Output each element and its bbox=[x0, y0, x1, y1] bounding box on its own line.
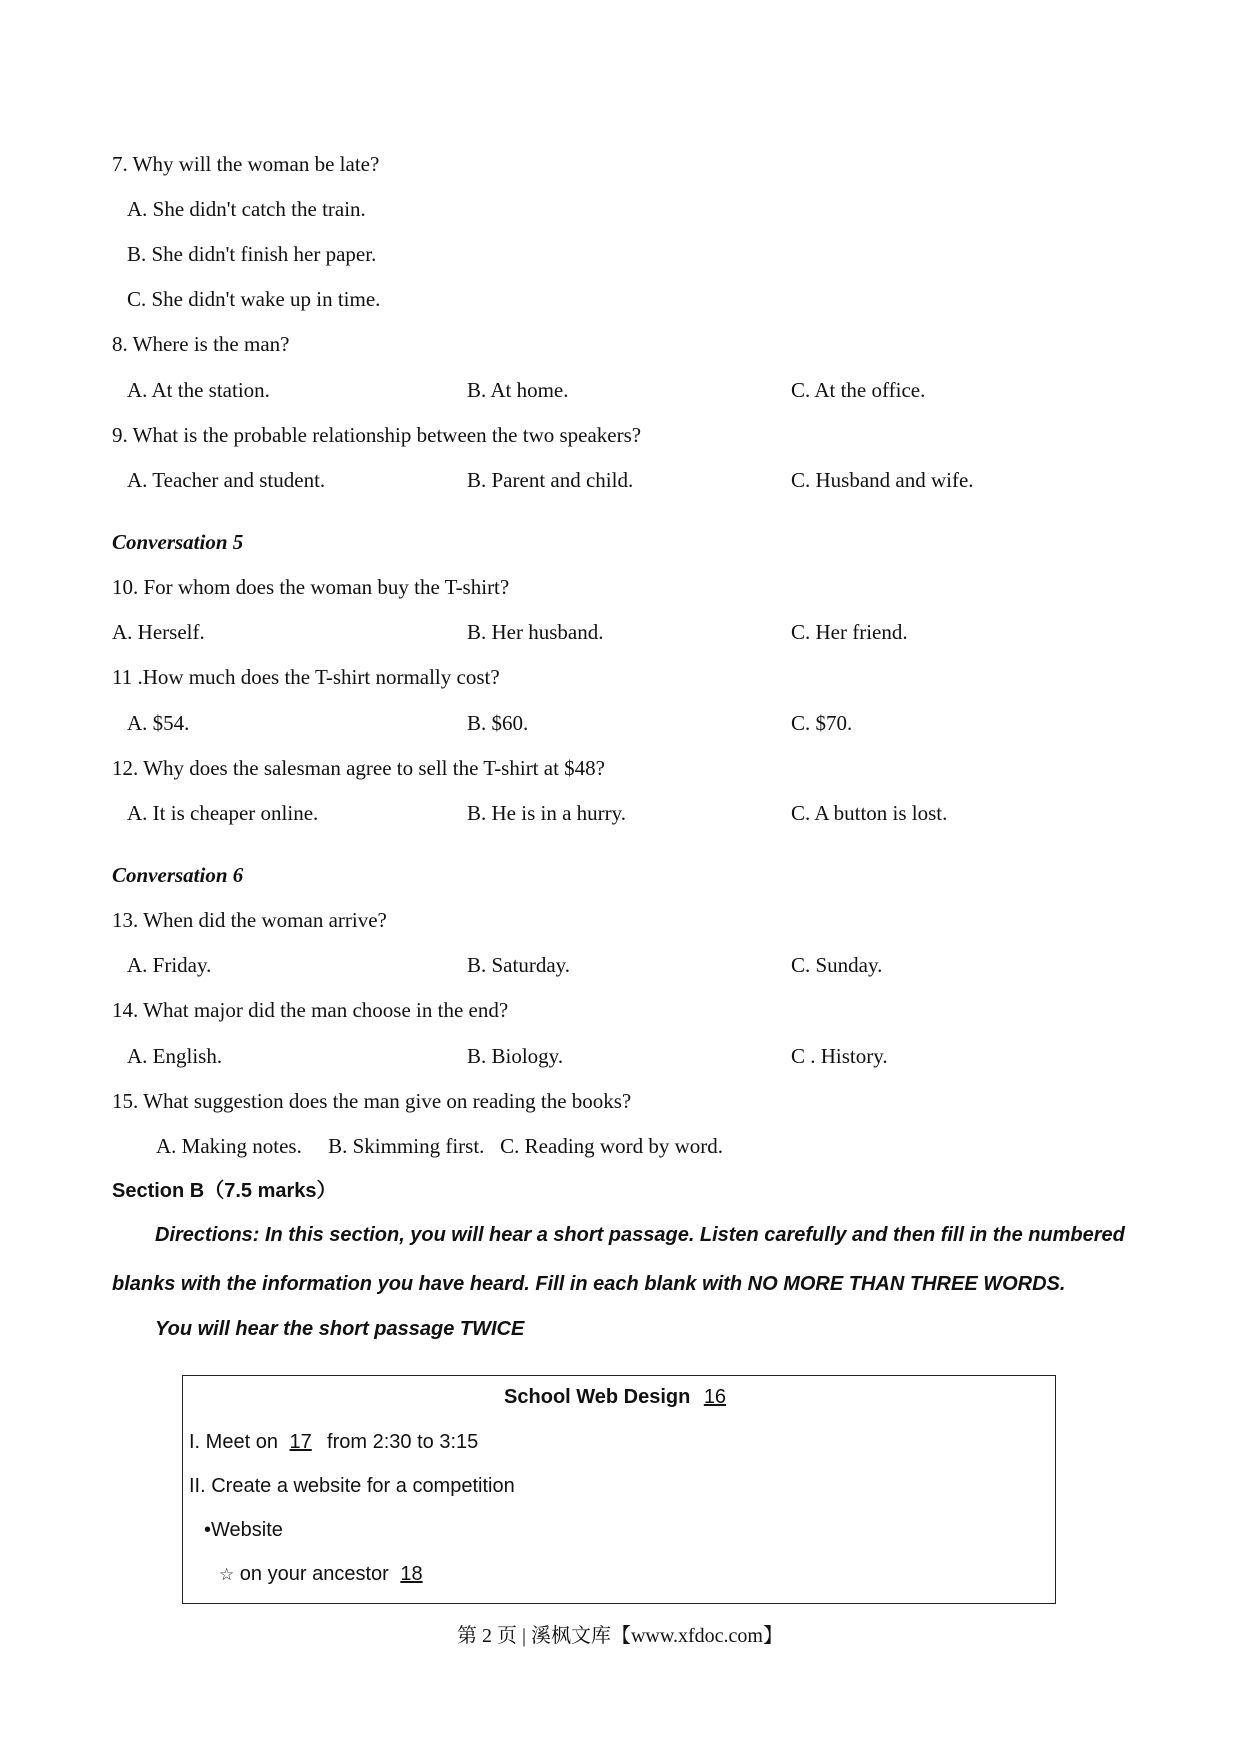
question-9: 9. What is the probable relationship between the two speakers? bbox=[112, 423, 642, 447]
directions-word: you bbox=[410, 1224, 446, 1246]
option-10c: C. Her friend. bbox=[791, 620, 908, 644]
directions-word: fill bbox=[940, 1224, 965, 1246]
directions-line-2: blanks with the information you have heard. Fill in each blank with NO MORE THAN THREE WORDS. bbox=[112, 1273, 1066, 1295]
question-7: 7. Why will the woman be late? bbox=[112, 152, 380, 176]
options-15: A. Making notes. B. Skimming first. C. Reading word by word. bbox=[156, 1134, 723, 1158]
form-star-line bbox=[219, 1561, 432, 1588]
star-icon: ☆ bbox=[219, 1565, 235, 1585]
option-7c: C. She didn't wake up in time. bbox=[127, 287, 381, 311]
directions-word: carefully bbox=[764, 1224, 847, 1246]
directions-word: passage. bbox=[608, 1224, 695, 1246]
option-8c: C. At the office. bbox=[791, 378, 926, 402]
directions-word: a bbox=[536, 1224, 548, 1246]
option-7b: B. She didn't finish her paper. bbox=[127, 242, 377, 266]
question-14: 14. What major did the man choose in the end? bbox=[112, 998, 509, 1022]
question-13: 13. When did the woman arrive? bbox=[112, 908, 387, 932]
page-footer: 第 2 页 | 溪枫文库【www.xfdoc.com】 bbox=[456, 1625, 783, 1647]
option-12c: C. A button is lost. bbox=[791, 801, 948, 825]
star-line-text: on your ancestor bbox=[234, 1563, 395, 1585]
option-12b: B. He is in a hurry. bbox=[467, 801, 627, 825]
bullet-icon: • bbox=[204, 1519, 212, 1541]
blank-16: 16 bbox=[703, 1386, 727, 1408]
form-bullet-line bbox=[204, 1517, 283, 1543]
form-title-text: School Web Design bbox=[504, 1386, 691, 1408]
conversation-5-heading: Conversation 5 bbox=[112, 530, 244, 554]
question-8: 8. Where is the man? bbox=[112, 332, 290, 356]
option-9a: A. Teacher and student. bbox=[127, 468, 326, 492]
directions-word: will bbox=[451, 1224, 484, 1246]
directions-word: numbered bbox=[1028, 1224, 1125, 1246]
option-13b: B. Saturday. bbox=[467, 953, 571, 977]
option-10b: B. Her husband. bbox=[467, 620, 604, 644]
question-15: 15. What suggestion does the man give on reading the books? bbox=[112, 1089, 632, 1113]
option-8a: A. At the station. bbox=[127, 378, 270, 402]
question-11: 11 .How much does the T-shirt normally cost? bbox=[112, 665, 500, 689]
directions-line-1 bbox=[155, 1222, 1125, 1248]
section-b-heading: Section B（7.5 marks） bbox=[112, 1180, 337, 1202]
directions-word: section, bbox=[329, 1224, 405, 1246]
form-line-1-prefix: I. Meet on bbox=[189, 1431, 284, 1453]
form-line-2: II. Create a website for a competition bbox=[189, 1475, 515, 1497]
option-11c: C. $70. bbox=[791, 711, 853, 735]
directions-word: and bbox=[851, 1224, 888, 1246]
form-line-1 bbox=[189, 1429, 478, 1455]
bullet-text: Website bbox=[211, 1519, 283, 1541]
directions-line-3: You will hear the short passage TWICE bbox=[155, 1318, 525, 1340]
option-14b: B. Biology. bbox=[467, 1044, 564, 1068]
directions-word: Listen bbox=[699, 1224, 759, 1246]
directions-word: In bbox=[264, 1224, 283, 1246]
question-10: 10. For whom does the woman buy the T-shirt? bbox=[112, 575, 510, 599]
option-7a: A. She didn't catch the train. bbox=[127, 197, 366, 221]
option-14a: A. English. bbox=[127, 1044, 223, 1068]
directions-word: Directions: bbox=[155, 1224, 260, 1246]
conversation-6-heading: Conversation 6 bbox=[112, 863, 244, 887]
directions-word: hear bbox=[489, 1224, 532, 1246]
option-8b: B. At home. bbox=[467, 378, 569, 402]
directions-word: in bbox=[969, 1224, 988, 1246]
directions-word: short bbox=[553, 1224, 604, 1246]
option-9b: B. Parent and child. bbox=[467, 468, 634, 492]
directions-word: then bbox=[893, 1224, 936, 1246]
option-11b: B. $60. bbox=[467, 711, 529, 735]
directions-word: this bbox=[288, 1224, 324, 1246]
option-13c: C. Sunday. bbox=[791, 953, 883, 977]
blank-18: 18 bbox=[400, 1563, 423, 1585]
form-line-1-suffix: from 2:30 to 3:15 bbox=[321, 1431, 479, 1453]
notes-form-box bbox=[182, 1375, 1056, 1604]
form-title bbox=[183, 1384, 1055, 1410]
option-10a: A. Herself. bbox=[112, 620, 205, 644]
question-12: 12. Why does the salesman agree to sell the T-shirt at $48? bbox=[112, 756, 605, 780]
option-13a: A. Friday. bbox=[127, 953, 212, 977]
blank-17: 17 bbox=[289, 1431, 312, 1453]
option-9c: C. Husband and wife. bbox=[791, 468, 974, 492]
option-14c: C . History. bbox=[791, 1044, 888, 1068]
option-11a: A. $54. bbox=[127, 711, 190, 735]
option-12a: A. It is cheaper online. bbox=[127, 801, 319, 825]
directions-word: the bbox=[992, 1224, 1023, 1246]
